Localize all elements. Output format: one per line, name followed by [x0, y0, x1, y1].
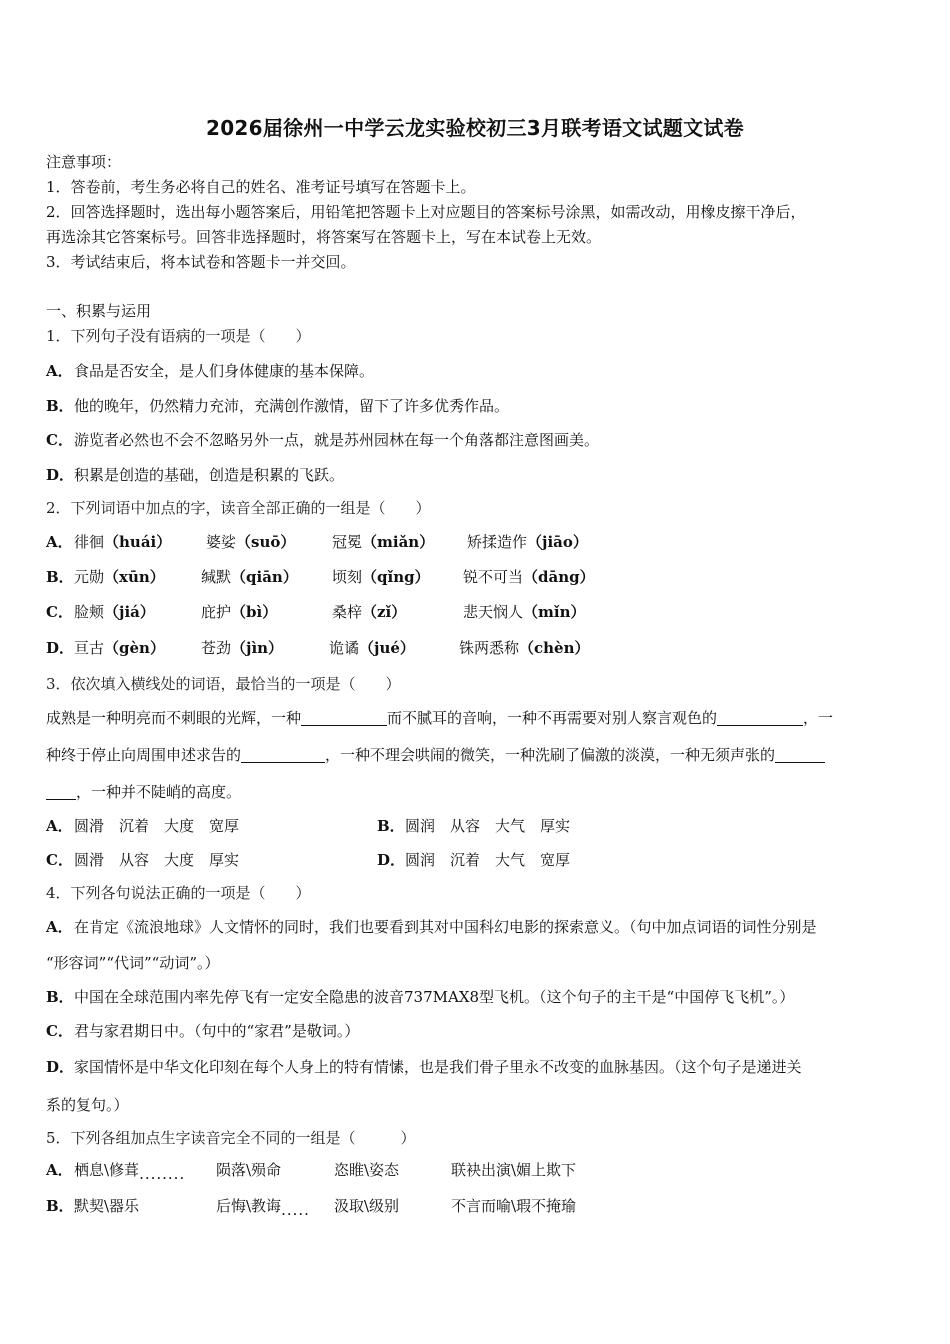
- q5-word-pair: 默契\器乐: [74, 1197, 140, 1215]
- q2-stem: 2．下列词语中加点的字，读音全部正确的一组是（ ）: [46, 499, 431, 517]
- q2-item: 诡谲（jué）: [329, 639, 415, 657]
- q4-option-c: C．君与家君期日中。（句中的“家君”是敬词。）: [46, 1022, 360, 1040]
- q2-item: 桑梓（zǐ）: [332, 603, 407, 621]
- notice-item: 2．回答选择题时，选出每小题答案后，用铅笔把答题卡上对应题目的答案标号涂黑，如需改动，用橡皮擦干净后，: [46, 203, 806, 221]
- fill-blank: [717, 709, 803, 726]
- q2-item: 脸颊（jiá）: [74, 603, 155, 621]
- fill-blank: [775, 746, 825, 763]
- fill-blank: [46, 783, 76, 800]
- q1-option-b-text: 他的晚年，仍然精力充沛，充满创作激情，留下了许多优秀作品。: [74, 397, 510, 415]
- q5-word-pair: 联袂出演\媚上欺下: [451, 1161, 577, 1179]
- q2-item: 元勋（xūn）: [74, 568, 165, 586]
- q2-item: 徘徊（huái）: [74, 533, 172, 551]
- q2-item: 铢两悉称（chèn）: [459, 639, 590, 657]
- fill-blank: [301, 709, 387, 726]
- q2-item: 婆娑（suō）: [206, 533, 296, 551]
- q4-option-a: A．在肯定《流浪地球》人文情怀的同时，我们也要看到其对中国科幻电影的探索意义。（句中加点词语的词性分别是: [46, 918, 817, 936]
- q1-option-d-text: 积累是创造的基础，创造是积累的飞跃。: [74, 466, 345, 484]
- q2-row-letter: C．: [46, 603, 73, 621]
- q4-option-a-cont: “形容词”“代词”“动词”。）: [46, 954, 220, 972]
- emphasis-dots: ........: [139, 1165, 186, 1183]
- q2-item: 顷刻（qǐng）: [332, 568, 430, 586]
- q3-option-d: D．圆润 沉着 大气 宽厚: [377, 851, 571, 869]
- q4-stem: 4．下列各句说法正确的一项是（ ）: [46, 884, 311, 902]
- q2-row-letter: D．: [46, 639, 75, 657]
- emphasis-dots: .....: [281, 1201, 310, 1219]
- q1-option-c: C．游览者必然也不会不忽略另外一点，就是苏州园林在每一个角落都注意图画美。: [46, 431, 600, 449]
- q2-row-letter: A．: [46, 533, 73, 551]
- notice-item: 再选涂其它答案标号。回答非选择题时，将答案写在答题卡上，写在本试卷上无效。: [46, 228, 602, 246]
- q4-option-d-cont: 系的复句。）: [46, 1096, 129, 1114]
- q3-passage-line: 种终于停止向周围申述求告的 ，一种不理会哄闹的微笑，一种洗刷了偏激的淡漠，一种无须声张的: [46, 745, 825, 765]
- q5-stem: 5．下列各组加点生字读音完全不同的一组是（ ）: [46, 1129, 416, 1147]
- q3-passage-line: ，一种并不陡峭的高度。: [46, 782, 241, 802]
- q3-option-b: B．圆润 从容 大气 厚实: [377, 817, 571, 835]
- q2-item: 缄默（qiān）: [201, 568, 298, 586]
- q5-word-pair: 后悔\教诲.....: [216, 1197, 310, 1219]
- q2-item: 苍劲（jìn）: [201, 639, 284, 657]
- q2-row-letter: B．: [46, 568, 74, 586]
- q2-item: 亘古（gèn）: [74, 639, 165, 657]
- q1-option-b: B．他的晚年，仍然精力充沛，充满创作激情，留下了许多优秀作品。: [46, 397, 510, 415]
- q4-option-d: D．家国情怀是中华文化印刻在每个人身上的特有情愫，也是我们骨子里永不改变的血脉基因。（这个句子是递进关: [46, 1058, 802, 1076]
- q2-item: 矫揉造作（jiāo）: [467, 533, 588, 551]
- section-heading: 一、积累与运用: [46, 302, 152, 320]
- page-title: 2026届徐州一中学云龙实验校初三3月联考语文试题文试卷: [206, 116, 744, 140]
- q3-stem: 3．依次填入横线处的词语，最恰当的一项是（ ）: [46, 675, 401, 693]
- q4-option-b: B．中国在全球范围内率先停飞有一定安全隐患的波音737MAX8型飞机。（这个句子的主干是“中国停飞飞机”。）: [46, 988, 795, 1006]
- q5-word-pair: 栖息\修葺........: [74, 1161, 186, 1183]
- q5-word-pair: 不言而喻\瑕不掩瑜: [451, 1197, 577, 1215]
- notice-item: 3．考试结束后，将本试卷和答题卡一并交回。: [46, 253, 356, 271]
- q1-option-d: D．积累是创造的基础，创造是积累的飞跃。: [46, 466, 345, 484]
- q5-option-letter: A．: [46, 1161, 73, 1179]
- q2-item: 锐不可当（dāng）: [463, 568, 595, 586]
- q2-item: 冠冕（miǎn）: [332, 533, 435, 551]
- q1-option-a-text: 食品是否安全，是人们身体健康的基本保障。: [74, 362, 375, 380]
- q1-option-c-text: 游览者必然也不会不忽略另外一点，就是苏州园林在每一个角落都注意图画美。: [74, 431, 600, 449]
- q2-item: 悲天悯人（mǐn）: [463, 603, 586, 621]
- notice-item: 1．答卷前，考生务必将自己的姓名、准考证号填写在答题卡上。: [46, 178, 476, 196]
- q3-option-c: C．圆滑 从容 大度 厚实: [46, 851, 240, 869]
- q3-option-a: A．圆滑 沉着 大度 宽厚: [46, 817, 240, 835]
- q5-option-letter: B．: [46, 1197, 74, 1215]
- q5-word-pair: 陨落\殒命: [216, 1161, 282, 1179]
- q3-passage-line: 成熟是一种明亮而不刺眼的光辉，一种 而不腻耳的音响，一种不再需要对别人察言观色的 ，一: [46, 709, 834, 727]
- q2-item: 庇护（bì）: [201, 603, 278, 621]
- q5-word-pair: 恣睢\姿态: [334, 1161, 400, 1179]
- q1-stem: 1．下列句子没有语病的一项是（ ）: [46, 327, 311, 345]
- fill-blank: [241, 746, 325, 763]
- q5-word-pair: 汲取\级别: [334, 1197, 400, 1215]
- q1-option-a: A．食品是否安全，是人们身体健康的基本保障。: [46, 362, 375, 380]
- notice-heading: 注意事项：: [46, 153, 122, 171]
